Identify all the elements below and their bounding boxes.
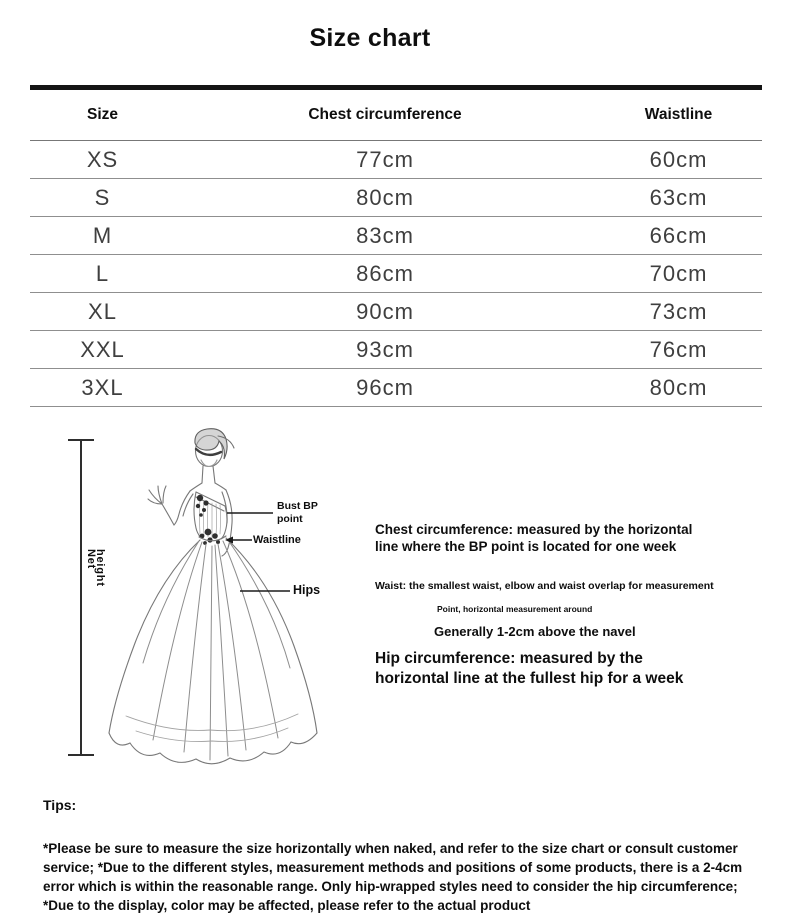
hips-label: Hips (293, 583, 321, 597)
column-header: Size (30, 88, 175, 141)
page-title: Size chart (309, 24, 431, 52)
size-cell: XL (30, 293, 175, 331)
waist-note-sub: Point, horizontal measurement around (437, 604, 593, 614)
measurement-diagram (0, 428, 790, 783)
waist-cell: 80cm (595, 369, 762, 407)
hip-note (375, 649, 777, 688)
size-table-body (30, 141, 762, 407)
table-row (30, 331, 762, 369)
table-row (30, 141, 762, 179)
table-header-row (30, 88, 762, 141)
tips-body: *Please be sure to measure the size horizontally when naked, and refer to the size chart or consult customer service; *Due to the different styles, measurement methods and positions of some products, there is a 2-4cm error which is within the reasonable range. Only hip-wrapped styles need to consider the hip circumference; *Due to the display, color may be affected, please refer to the actual product (43, 841, 743, 913)
chest-cell: 96cm (175, 369, 595, 407)
net-height-label: Net height (85, 549, 106, 587)
table-row (30, 293, 762, 331)
size-cell: S (30, 179, 175, 217)
chest-cell: 80cm (175, 179, 595, 217)
chest-note-line1: Chest circumference: measured by the horizontal (375, 522, 693, 537)
size-table (30, 85, 762, 407)
navel-note: Generally 1-2cm above the navel (434, 624, 636, 639)
dress-sketch (50, 428, 395, 783)
chest-cell: 93cm (175, 331, 595, 369)
chest-cell: 83cm (175, 217, 595, 255)
net-height-ruler (68, 440, 94, 755)
column-header: Waistline (595, 88, 762, 141)
size-table-head (30, 88, 762, 141)
waist-cell: 63cm (595, 179, 762, 217)
waist-cell: 60cm (595, 141, 762, 179)
waist-cell: 76cm (595, 331, 762, 369)
waist-cell: 73cm (595, 293, 762, 331)
waist-cell: 66cm (595, 217, 762, 255)
size-cell: XS (30, 141, 175, 179)
column-header: Chest circumference (175, 88, 595, 141)
bust-bp-label: Bust BP point (277, 500, 318, 525)
hip-note-line1: Hip circumference: measured by the (375, 650, 643, 667)
chest-note (375, 521, 777, 555)
size-cell: 3XL (30, 369, 175, 407)
hip-note-line2: horizontal line at the fullest hip for a week (375, 669, 684, 687)
waist-note: Waist: the smallest waist, elbow and waist overlap for measurement (375, 580, 714, 592)
waist-cell: 70cm (595, 255, 762, 293)
table-row (30, 217, 762, 255)
measurement-notes (375, 516, 777, 688)
chest-cell: 86cm (175, 255, 595, 293)
tips-heading: Tips: (43, 797, 77, 813)
chest-cell: 90cm (175, 293, 595, 331)
waistline-label: Waistline (253, 534, 301, 546)
table-row (30, 369, 762, 407)
size-cell: M (30, 217, 175, 255)
size-cell: L (30, 255, 175, 293)
tips-section (43, 797, 745, 915)
table-row (30, 179, 762, 217)
dress-figure (109, 429, 317, 764)
table-row (30, 255, 762, 293)
size-cell: XXL (30, 331, 175, 369)
chest-cell: 77cm (175, 141, 595, 179)
chest-note-line2: line where the BP point is located for one week (375, 539, 677, 554)
